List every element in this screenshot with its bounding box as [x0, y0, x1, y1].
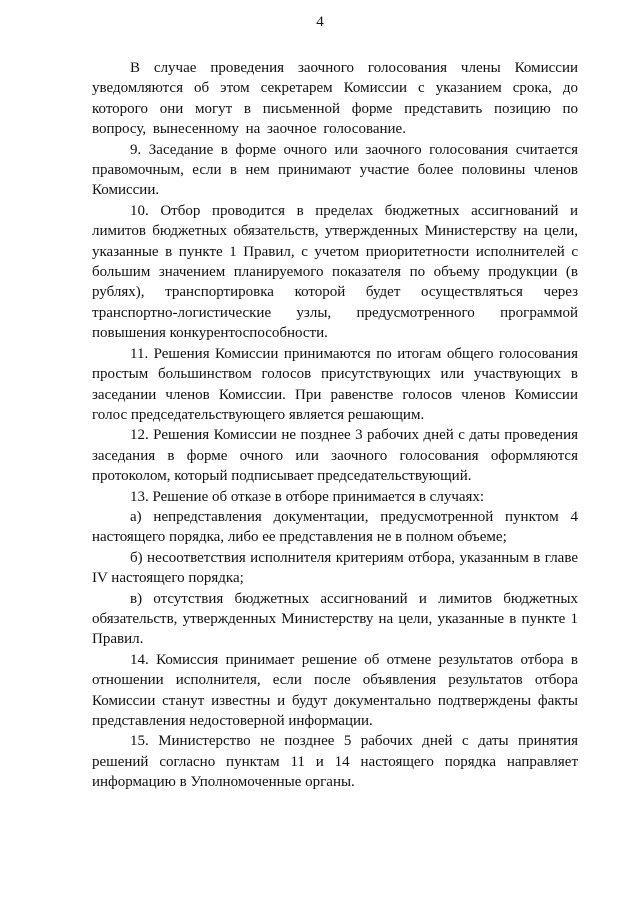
paragraph-11-decisions: 11. Решения Комиссии принимаются по итогам общего голосования простым большинством голосов присутствующих или участвующих в заседании членов Комиссии. При равенстве голосов членов Комиссии голос председательствующего является решающим. — [92, 345, 578, 423]
paragraph-15-notification: 15. Министерство не позднее 5 рабочих дней с даты принятия решений согласно пунктам 11 и 14 настоящего порядка направляет информацию в Уполномоченные органы. — [92, 733, 578, 791]
paragraph-13b-criteria: б) несоответствия исполнителя критериям отбора, указанным в главе IV настоящего порядка; — [92, 549, 578, 587]
paragraph-13c-budget: в) отсутствия бюджетных ассигнований и лимитов бюджетных обязательств, утвержденных Министерству на цели, указанные в пункте 1 Правил. — [92, 590, 578, 648]
paragraph-absentee-voting-notice: В случае проведения заочного голосования члены Комиссии уведомляются об этом секретарем Комиссии с указанием срока, до которого они могут в письменной форме представить позицию по вопросу, вынесенному на заочное голосование. — [92, 60, 578, 138]
page-number: 4 — [316, 14, 324, 30]
document-body — [92, 58, 578, 793]
paragraph-14-cancellation: 14. Комиссия принимает решение об отмене результатов отбора в отношении исполнителя, если после объявления результатов отбора Комиссии станут известны и будут документально подтверждены факты представления недостоверной информации. — [92, 651, 578, 729]
paragraph-12-protocol: 12. Решения Комиссии не позднее 3 рабочих дней с даты проведения заседания в форме очного или заочного голосования оформляются протоколом, который подписывает председательствующий. — [92, 427, 578, 485]
paragraph-13-refusal-cases: 13. Решение об отказе в отборе принимается в случаях: — [130, 488, 485, 505]
paragraph-13a-documents: а) непредставления документации, предусмотренной пунктом 4 настоящего порядка, либо ее представления не в полном объеме; — [92, 508, 578, 546]
paragraph-10-selection-limits: 10. Отбор проводится в пределах бюджетных ассигнований и лимитов бюджетных обязательств, утвержденных Министерству на цели, указанные в пункте 1 Правил, с учетом приоритетности исполнителей с большим значением планируемого показателя по объему продукции (в рублях), транспортировка которой будет осуществляться через транспортно-логистические узлы, предусмотренного программой повышения конкурентоспособности. — [92, 202, 578, 342]
paragraph-9-quorum: 9. Заседание в форме очного или заочного голосования считается правомочным, если в нем принимают участие более половины членов Комиссии. — [92, 141, 578, 199]
